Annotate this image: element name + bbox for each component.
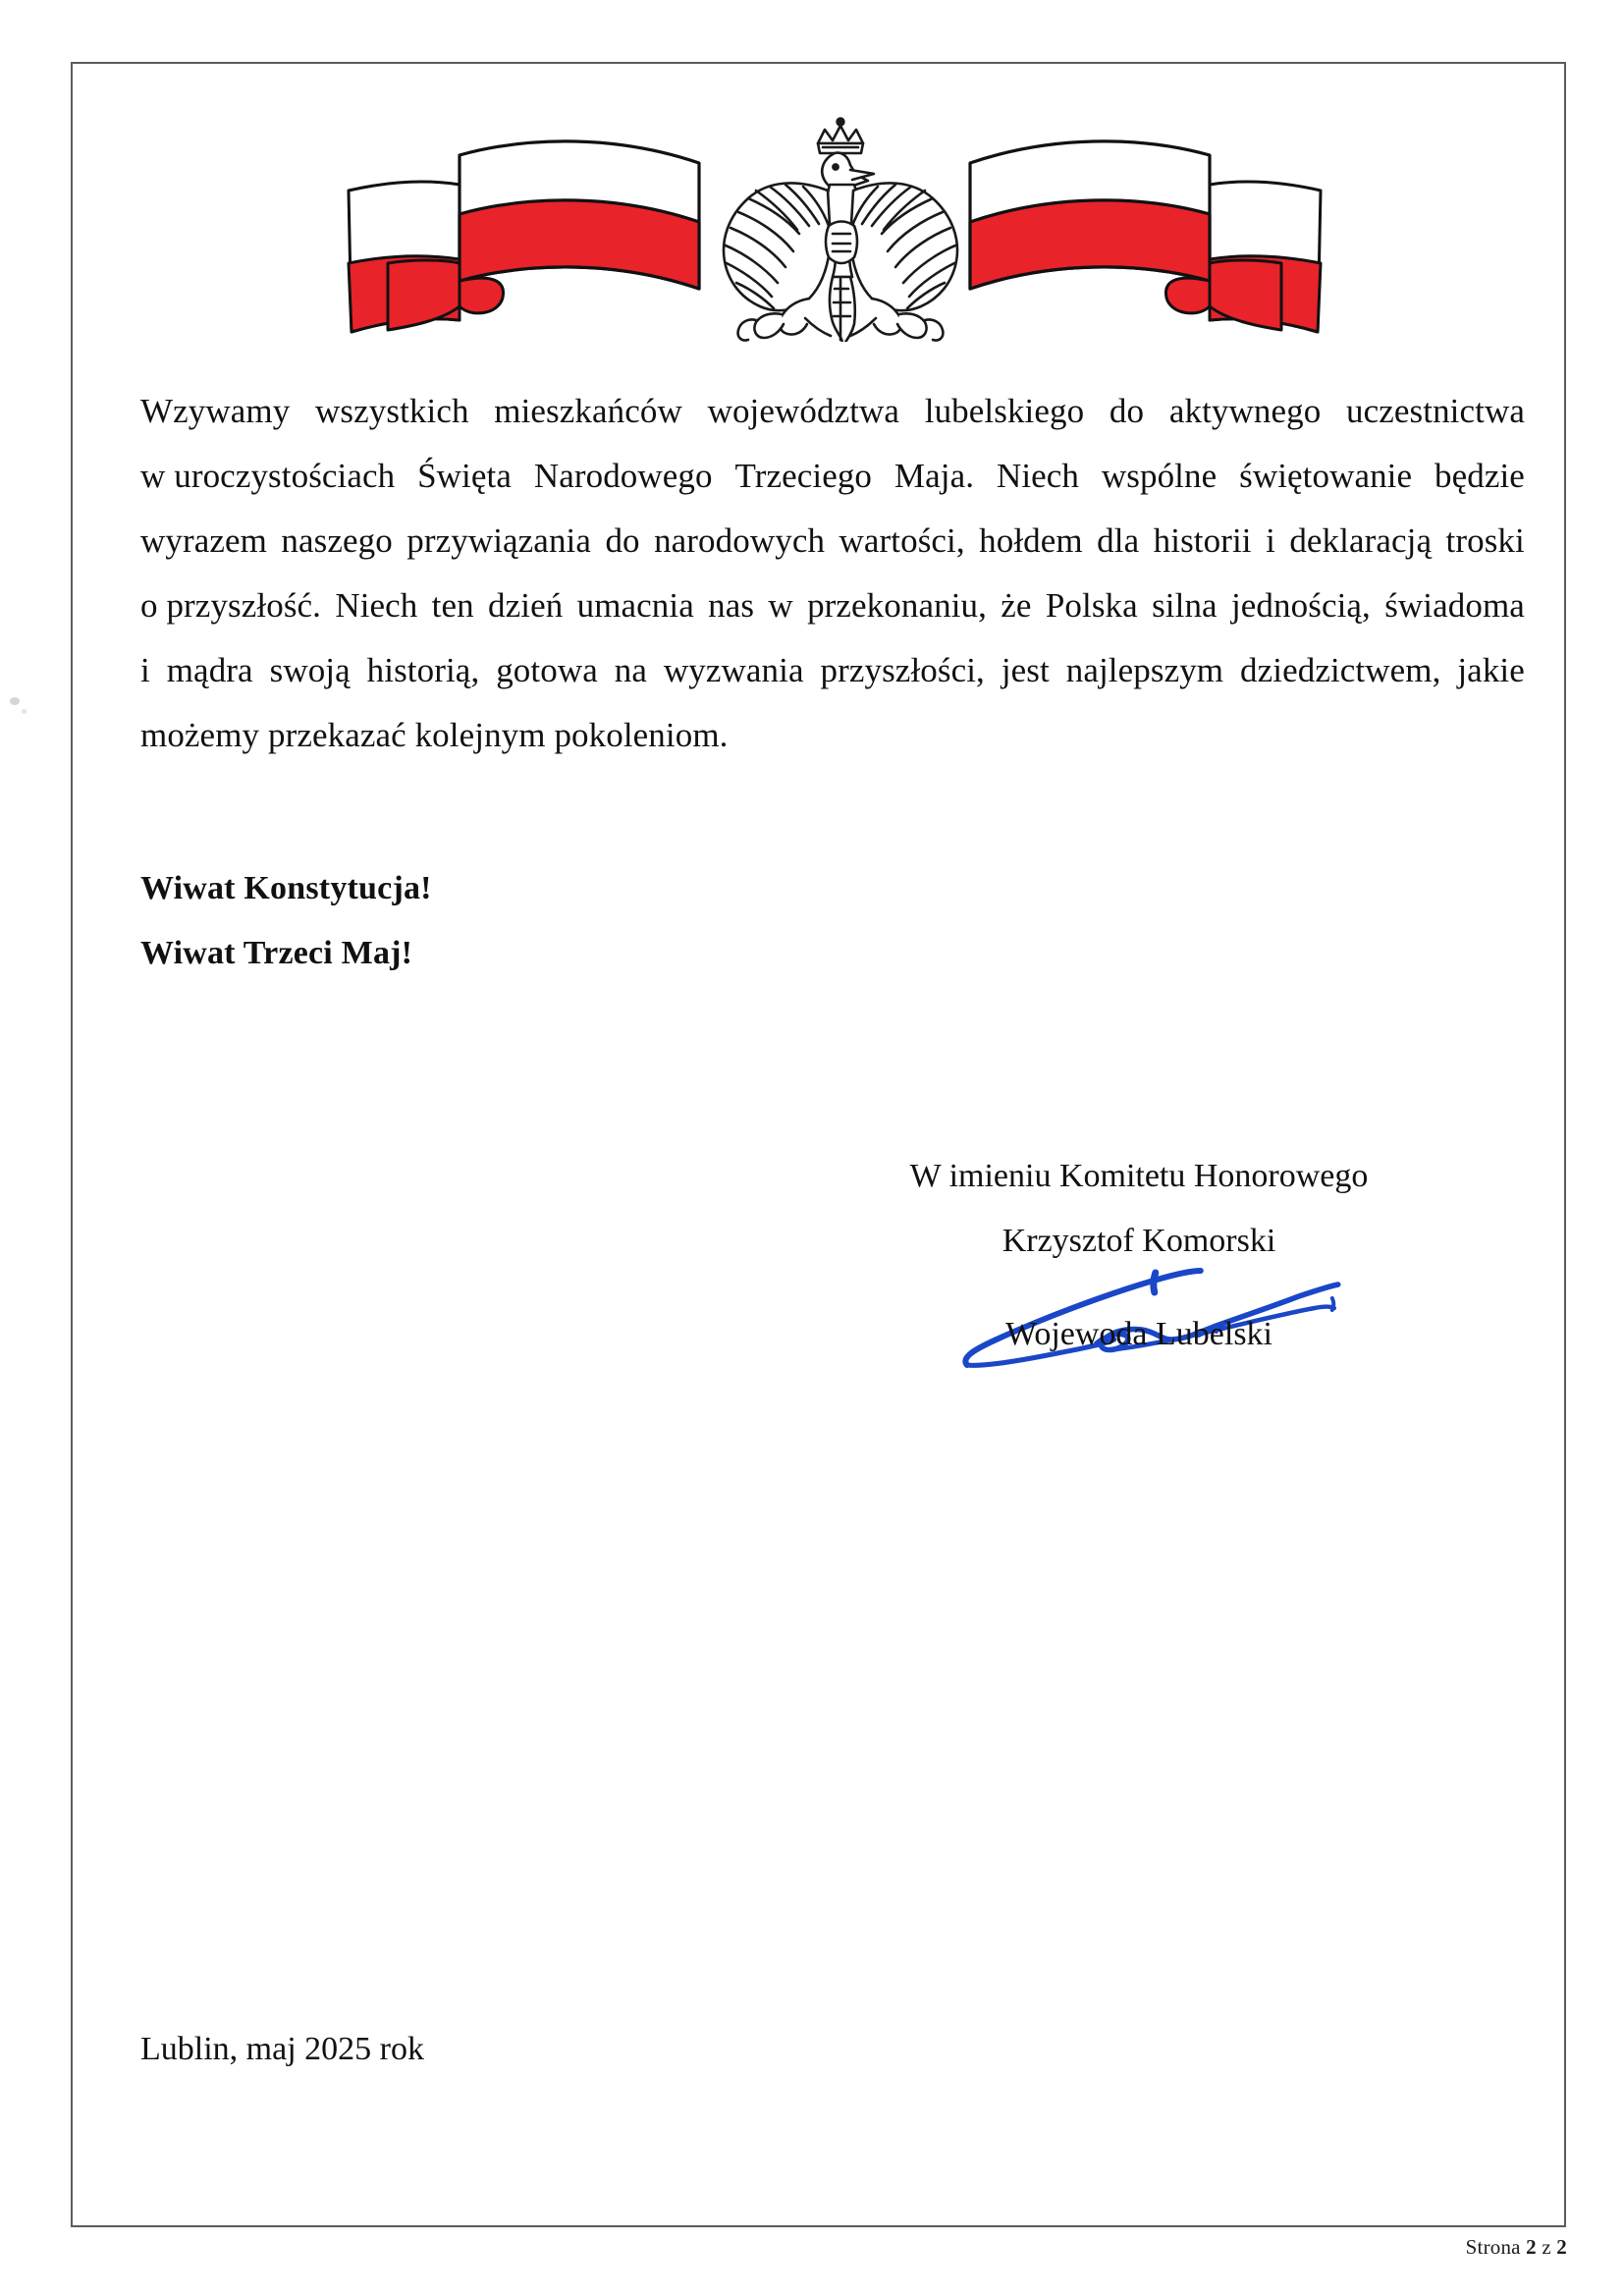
word: dla bbox=[1097, 521, 1140, 560]
word: mieszkańców bbox=[494, 392, 682, 430]
word: Polska bbox=[1045, 586, 1138, 625]
paragraph-line-3 bbox=[140, 509, 1525, 574]
word: hołdem bbox=[979, 521, 1083, 560]
footer-separator: z bbox=[1542, 2235, 1551, 2259]
on-behalf-of-line: W imieniu Komitetu Honorowego bbox=[909, 1158, 1369, 1194]
paragraph-line-2 bbox=[140, 444, 1525, 509]
word: deklaracją bbox=[1289, 521, 1433, 560]
word: najlepszym bbox=[1065, 651, 1224, 689]
word: do bbox=[1109, 392, 1145, 430]
scan-artifact-speck-secondary bbox=[22, 709, 27, 714]
word: Narodowego bbox=[533, 457, 713, 495]
header-emblem-artwork bbox=[295, 96, 1375, 342]
word: i bbox=[140, 651, 150, 689]
footer-current-page: 2 bbox=[1526, 2235, 1537, 2259]
word: aktywnego bbox=[1168, 392, 1322, 430]
word: ten bbox=[431, 586, 474, 625]
word: wyrazem bbox=[140, 521, 267, 560]
word: do bbox=[605, 521, 640, 560]
word: świętowanie bbox=[1239, 457, 1413, 495]
signature-area bbox=[844, 1271, 1434, 1379]
word: troski bbox=[1445, 521, 1525, 560]
signatory-role: Wojewoda Lubelski bbox=[1004, 1316, 1273, 1352]
word: będzie bbox=[1435, 457, 1525, 495]
word: historią, bbox=[366, 651, 480, 689]
word: Niech bbox=[996, 457, 1080, 495]
word: gotowa bbox=[496, 651, 598, 689]
scan-artifact-speck bbox=[10, 697, 20, 705]
signature-block bbox=[844, 1147, 1434, 1379]
paragraph-line-4 bbox=[140, 574, 1525, 638]
word: województwa bbox=[707, 392, 900, 430]
word: że bbox=[1001, 586, 1032, 625]
word: przekonaniu, bbox=[807, 586, 987, 625]
word: i bbox=[1266, 521, 1275, 560]
footer-total-pages: 2 bbox=[1556, 2235, 1567, 2259]
word: mądra bbox=[166, 651, 253, 689]
word: historii bbox=[1153, 521, 1252, 560]
word: naszego bbox=[281, 521, 393, 560]
word: wszystkich bbox=[315, 392, 469, 430]
word: o przyszłość. bbox=[140, 586, 322, 625]
word: na bbox=[614, 651, 647, 689]
exclamation-third-of-may: Wiwat Trzeci Maj! bbox=[140, 935, 413, 971]
word: wartości, bbox=[839, 521, 965, 560]
word: narodowych bbox=[654, 521, 826, 560]
word: wspólne bbox=[1101, 457, 1218, 495]
word: lubelskiego bbox=[924, 392, 1085, 430]
place-and-date: Lublin, maj 2025 rok bbox=[140, 2031, 424, 2067]
word: jednością, bbox=[1230, 586, 1371, 625]
word: swoją bbox=[269, 651, 351, 689]
word: przyszłości, bbox=[820, 651, 985, 689]
word: Maja. bbox=[893, 457, 975, 495]
word: umacnia bbox=[576, 586, 694, 625]
word: w bbox=[768, 586, 793, 625]
word: w uroczystościach bbox=[140, 457, 396, 495]
word: dzień bbox=[488, 586, 564, 625]
word: Trzeciego bbox=[734, 457, 873, 495]
polish-eagle-coat-of-arms bbox=[724, 119, 957, 342]
signatory-name: Krzysztof Komorski bbox=[1001, 1223, 1276, 1259]
paragraph-line-5 bbox=[140, 638, 1525, 703]
word: świadoma bbox=[1384, 586, 1525, 625]
appeal-paragraph bbox=[140, 379, 1525, 768]
exclamation-constitution: Wiwat Konstytucja! bbox=[140, 870, 432, 906]
polish-flag-ribbon-left bbox=[349, 141, 699, 332]
word: wyzwania bbox=[663, 651, 804, 689]
word: dziedzictwem, bbox=[1240, 651, 1441, 689]
exclamations-block bbox=[140, 856, 926, 986]
word: Święta bbox=[417, 457, 512, 495]
word: jest bbox=[1001, 651, 1050, 689]
polish-flag-ribbon-right bbox=[970, 141, 1321, 332]
word: uczestnictwa bbox=[1346, 392, 1525, 430]
word: nas bbox=[708, 586, 755, 625]
paragraph-line-1 bbox=[140, 379, 1525, 444]
footer-prefix: Strona bbox=[1465, 2235, 1521, 2259]
word: jakie bbox=[1457, 651, 1525, 689]
word: silna bbox=[1152, 586, 1218, 625]
word: Niech bbox=[335, 586, 418, 625]
word: Wzywamy bbox=[140, 392, 291, 430]
paragraph-line-6: możemy przekazać kolejnym pokoleniom. bbox=[140, 716, 729, 754]
page-number-footer bbox=[1466, 2235, 1567, 2260]
word: przywiązania bbox=[406, 521, 592, 560]
